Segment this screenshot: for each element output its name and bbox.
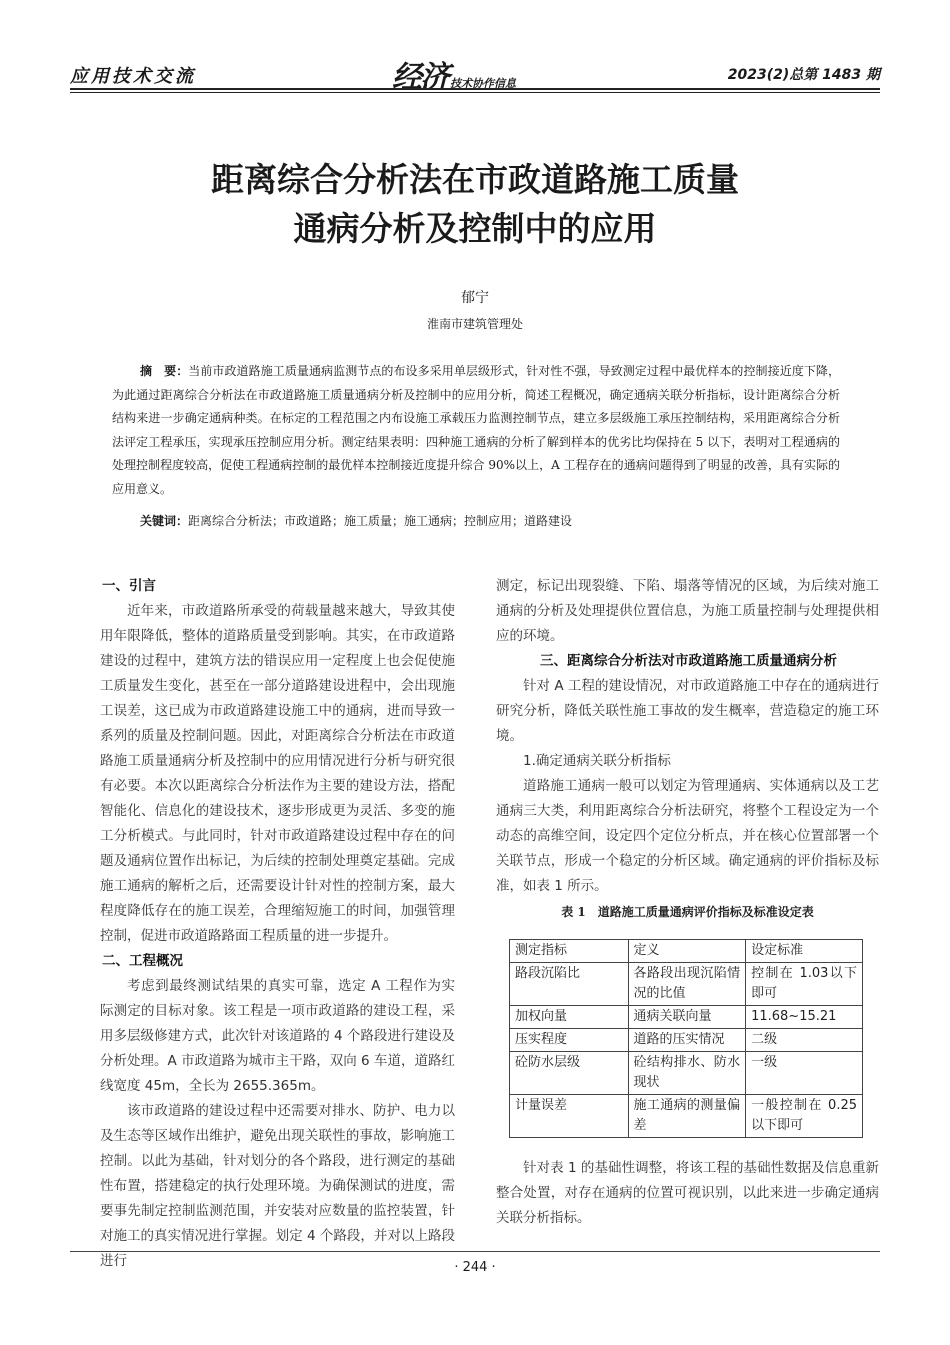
paragraph: 考虑到最终测试结果的真实可靠，选定 A 工程作为实际测定的目标对象。该工程是一项市政道路的建设工程，采用多层级修建方式，此次针对该道路的 4 个路段进行建设及分析处理。A 市政道路为城市主干路，双向 6 车道，道路红线宽度 45m，全长为 2655.365m。 — [100, 978, 455, 1094]
table-row — [510, 1006, 863, 1029]
affiliation: 淮南市建筑管理处 — [426, 317, 523, 331]
table-header-cell: 定义 — [628, 940, 746, 963]
table-cell: 路段沉陷比 — [510, 963, 629, 1006]
section-heading-intro: 一、引言 — [102, 578, 156, 594]
abstract-text: 当前市政道路施工质量通病监测节点的布设多采用单层级形式，针对性不强，导致测定过程中最优样本的控制接近度下降，为此通过距离综合分析法在市政道路施工质量通病分析及控制中的应用分析，简述工程概况，确定通病关联分析指标，设计距离综合分析结构来进一步确定通病种类。在标定的工程范围之内布设施工承载压力监测控制节点，建立多层级施工承压控制结构，采用距离综合分析法评定工程承压，实现承压控制应用分析。测定结果表明：四种施工通病的分析了解到样本的优劣比均保持在 5 以下，表明对工程通病的处理控制程度较高，促使工程通病控制的最优样本控制接近度提升综合 90%以上，A 工程存在的通病问题得到了明显的改善，具有实际的应用意义。 — [112, 364, 840, 496]
table-cell: 一般控制在 0.25以下即可 — [746, 1095, 863, 1138]
abstract — [112, 360, 840, 501]
footer-rule — [70, 1251, 880, 1252]
table-row — [510, 1095, 863, 1138]
table-cell: 道路的压实情况 — [628, 1029, 746, 1052]
right-column — [496, 574, 879, 1231]
title-line-2: 通病分析及控制中的应用 — [293, 209, 657, 248]
section-heading-analysis: 三、距离综合分析法对市政道路施工质量通病分析 — [540, 653, 837, 669]
page-number: · 244 · — [454, 1260, 496, 1275]
journal-logo-mark: 经济 — [392, 60, 448, 95]
keywords-label: 关键词： — [140, 514, 189, 528]
evaluation-table — [509, 939, 863, 1138]
header-rule-thin — [70, 92, 880, 93]
abstract-label: 摘 要： — [140, 364, 189, 378]
table-cell: 计量误差 — [510, 1095, 629, 1138]
issue-number: 2023(2)总第 1483 期 — [727, 67, 880, 83]
paragraph: 针对 A 工程的建设情况，对市政道路施工中存在的通病进行研究分析，降低关联性施工事故的发生概率，营造稳定的施工环境。 — [496, 678, 879, 744]
paragraph: 近年来，市政道路所承受的荷载量越来越大，导致其使用年限降低，整体的道路质量受到影响。其实，在市政道路建设的过程中，建筑方法的错误应用一定程度上也会促使施工质量发生变化，甚至在一部分道路建设进程中，会出现施工误差，这已成为市政道路建设施工中的通病，进而导致一系列的质量及控制问题。因此，对距离综合分析法在市政道路施工质量通病分析及控制中的应用情况进行分析与研究很有必要。本次以距离综合分析法作为主要的建设方法，搭配智能化、信息化的建设技术，逐步形成更为灵活、多变的施工分析模式。与此同时，针对市政道路建设过程中存在的问题及通病位置作出标记，为后续的控制处理奠定基础。完成施工通病的解析之后，还需要设计针对性的控制方案，最大程度降低存在的施工误差，合理缩短施工的时间，加强管理控制，促进市政道路路面工程质量的进一步提升。 — [100, 603, 455, 944]
table-cell: 11.68~15.21 — [746, 1006, 863, 1029]
paragraph: 道路施工通病一般可以划定为管理通病、实体通病以及工艺通病三大类，利用距离综合分析法研究，将整个工程设定为一个动态的高维空间，设定四个定位分析点，并在核心位置部署一个关联节点，形成一个稳定的分析区域。确定通病的评价指标及标准，如表 1 所示。 — [496, 778, 879, 894]
table-cell: 砼结构排水、防水现状 — [628, 1052, 746, 1095]
table-row — [510, 1029, 863, 1052]
table-cell: 二级 — [746, 1029, 863, 1052]
table-header-cell: 测定指标 — [510, 940, 629, 963]
subsection-heading: 1.确定通病关联分析指标 — [523, 753, 671, 769]
paper-title — [0, 155, 950, 253]
table-cell: 一级 — [746, 1052, 863, 1095]
section-label: 应用技术交流 — [70, 66, 196, 87]
table-cell: 通病关联向量 — [628, 1006, 746, 1029]
paragraph: 该市政道路的建设过程中还需要对排水、防护、电力以及生态等区域作出维护，避免出现关联性的事故，影响施工控制。以此为基础，针对划分的各个路段，进行测定的基础性布置，搭建稳定的执行处理环境。为确保测试的进度，需要事先制定控制监测范围，并安装对应数量的监控装置，针对施工的真实情况进行掌握。划定 4 个路段，并对以上路段进行 — [100, 1103, 455, 1269]
table-header-row — [510, 940, 863, 963]
table-cell: 控制在 1.03以下即可 — [746, 963, 863, 1006]
journal-logo-subtitle: 技术协作信息 — [450, 77, 516, 90]
table-cell: 砼防水层级 — [510, 1052, 629, 1095]
keywords — [140, 512, 840, 529]
header-rule — [70, 88, 880, 90]
table-cell: 加权向量 — [510, 1006, 629, 1029]
author: 郁宁 — [461, 290, 489, 306]
table-cell: 压实程度 — [510, 1029, 629, 1052]
title-line-1: 距离综合分析法在市政道路施工质量 — [211, 160, 739, 199]
left-column — [100, 574, 455, 1274]
paragraph: 测定，标记出现裂缝、下陷、塌落等情况的区域，为后续对施工通病的分析及处理提供位置信息，为施工质量控制与处理提供相应的环境。 — [496, 578, 879, 644]
section-heading-overview: 二、工程概况 — [102, 953, 183, 969]
running-header — [70, 56, 880, 95]
table-header-cell: 设定标准 — [746, 940, 863, 963]
table-cell: 施工通病的测量偏差 — [628, 1095, 746, 1138]
keywords-text: 距离综合分析法；市政道路；施工质量；施工通病；控制应用；道路建设 — [188, 514, 573, 528]
table-row — [510, 963, 863, 1006]
table-cell: 各路段出现沉陷情况的比值 — [628, 963, 746, 1006]
table-row — [510, 1052, 863, 1095]
paragraph: 针对表 1 的基础性调整，将该工程的基础性数据及信息重新整合处置，对存在通病的位置可视识别，以此来进一步确定通病关联分析指标。 — [496, 1160, 879, 1226]
table-caption: 表 1 道路施工质量通病评价指标及标准设定表 — [561, 905, 814, 919]
